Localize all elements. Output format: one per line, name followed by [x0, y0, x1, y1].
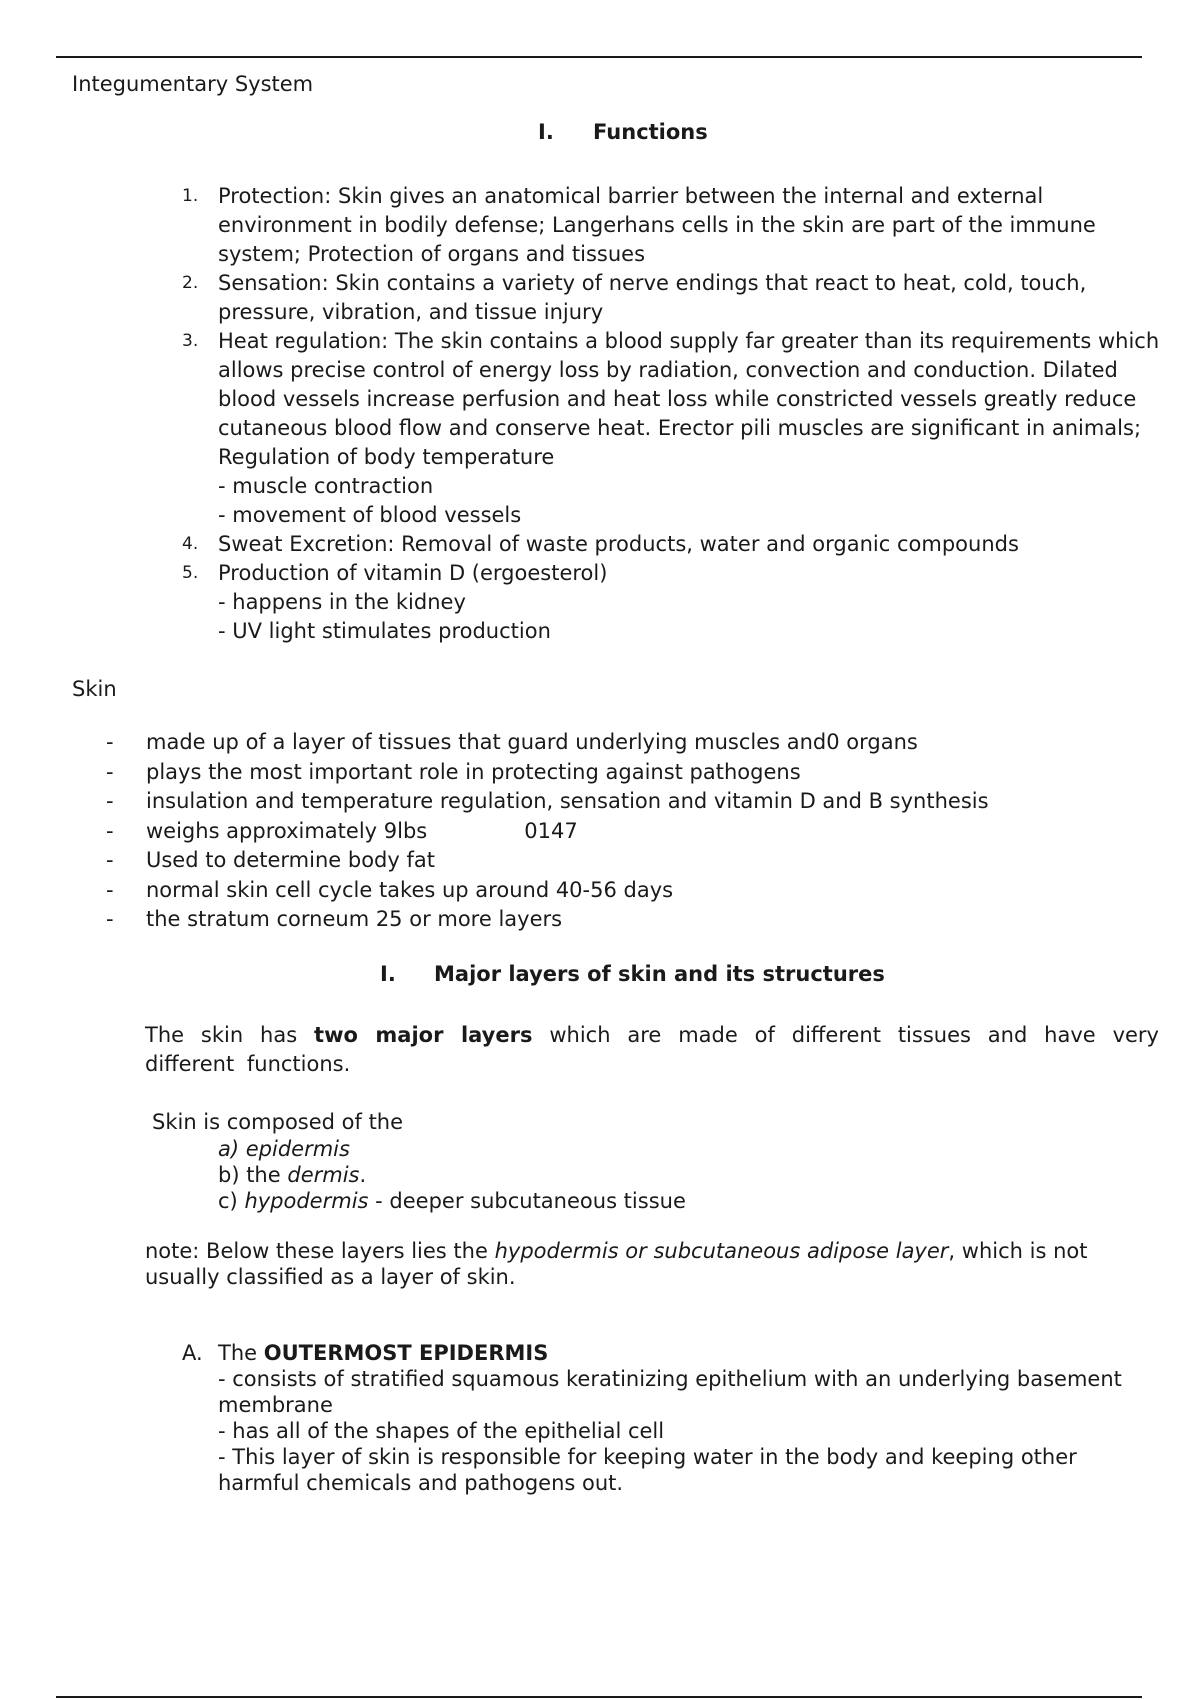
list-item-text: Used to determine body fat — [146, 848, 435, 872]
layer-text: b) the — [218, 1163, 281, 1187]
list-item-line: Production of vitamin D (ergoesterol) — [218, 561, 608, 585]
layer-text: c) — [218, 1189, 238, 1213]
list-item — [106, 876, 989, 906]
list-item-subpoint: - happens in the kidney — [218, 590, 466, 614]
list-item — [178, 530, 1178, 559]
dash-bullet: - — [106, 877, 114, 902]
list-marker: 2. — [182, 273, 199, 293]
layer-item-hypodermis — [218, 1188, 686, 1214]
list-item-text: Sweat Excretion: Removal of waste products, water and organic compounds — [218, 532, 1019, 556]
dash-bullet: - — [106, 789, 114, 813]
section-heading-functions — [538, 120, 708, 144]
section-number: I. — [538, 120, 554, 144]
heading-emphasis: OUTERMOST EPIDERMIS — [263, 1341, 549, 1365]
dash-bullet: - — [106, 759, 114, 784]
layer-text: - deeper subcutaneous tissue — [375, 1189, 686, 1213]
section-number: I. — [380, 962, 396, 986]
list-marker: 1. — [182, 186, 199, 206]
list-item — [178, 182, 1178, 269]
note-text: note: Below these layers lies the — [145, 1239, 488, 1263]
note-text: , which is not usually classified as a layer of skin. — [145, 1239, 1088, 1289]
intro-paragraph — [145, 1021, 1159, 1079]
heading-text: The — [218, 1341, 258, 1365]
dash-bullet: - — [106, 818, 114, 843]
bottom-rule — [56, 1696, 1142, 1698]
detail-line: - consists of stratified squamous keratinizing epithelium with an underlying basement membrane — [218, 1367, 1122, 1417]
list-marker: 5. — [182, 563, 199, 583]
list-item-subpoint: - movement of blood vessels — [218, 503, 522, 527]
epidermis-section — [182, 1340, 1162, 1496]
composition-intro: Skin is composed of the — [152, 1110, 404, 1134]
list-marker: 4. — [182, 534, 199, 554]
list-item — [106, 817, 989, 847]
list-item-text: Sensation: Skin contains a variety of nerve endings that react to heat, cold, touch, pressure, vibration, and tissue injury — [218, 271, 1087, 324]
list-item-subpoint: - muscle contraction — [218, 474, 434, 498]
list-item-line: Heat regulation: The skin contains a blood supply far greater than its requirements which allows precise control of energy loss by radiation, convection and conduction. Dilated blood vessels increase perfusion and heat loss while constricted vessels greatly reduce cutaneous blood flow and conserve heat. Erector pili muscles are significant in animals; Regulation of body temperature — [218, 329, 1160, 469]
dash-bullet: - — [106, 848, 114, 872]
layer-list — [218, 1136, 686, 1214]
layer-text: . — [359, 1163, 367, 1187]
list-item — [106, 846, 989, 876]
list-item-text: weighs approximately 9lbs — [146, 818, 428, 843]
list-item — [106, 787, 989, 817]
list-item-subpoint: - UV light stimulates production — [218, 619, 551, 643]
list-item-text — [218, 559, 1178, 646]
section-title: Functions — [593, 120, 708, 144]
layer-item-epidermis — [218, 1136, 686, 1162]
list-item-text: Protection: Skin gives an anatomical barrier between the internal and external environment in bodily defense; Langerhans cells in the skin are part of the immune system; Protection of organs and tissues — [218, 184, 1096, 266]
intro-text: The skin has — [145, 1023, 298, 1047]
section-heading-major-layers — [380, 962, 885, 986]
section-title: Major layers of skin and its structures — [434, 962, 885, 986]
list-item-text: insulation and temperature regulation, sensation and vitamin D and B synthesis — [146, 789, 989, 813]
functions-list — [178, 182, 1178, 646]
weight-code: 0147 — [524, 818, 578, 843]
list-item — [178, 559, 1178, 646]
list-item — [178, 327, 1178, 530]
skin-bullet-list — [106, 728, 989, 935]
top-rule — [56, 56, 1142, 58]
list-item — [106, 758, 989, 788]
epidermis-heading — [182, 1340, 1162, 1366]
list-marker: 3. — [182, 331, 199, 351]
list-item-text: plays the most important role in protecting against pathogens — [146, 759, 801, 784]
intro-text: which are made of different tissues and have very different functions. — [145, 1023, 1159, 1076]
list-item-text: made up of a layer of tissues that guard underlying muscles and0 organs — [146, 730, 918, 754]
list-item-text — [218, 327, 1178, 530]
layer-term: hypodermis — [244, 1189, 369, 1213]
detail-line: - This layer of skin is responsible for keeping water in the body and keeping other harmful chemicals and pathogens out. — [218, 1445, 1077, 1495]
list-item-text: the stratum corneum 25 or more layers — [146, 907, 563, 931]
intro-emphasis: two major layers — [314, 1023, 533, 1047]
note-term: hypodermis or subcutaneous adipose layer — [494, 1239, 949, 1263]
list-marker: A. — [182, 1341, 203, 1365]
layer-item-dermis — [218, 1162, 686, 1188]
document-title: Integumentary System — [72, 72, 314, 96]
layer-term: dermis — [287, 1163, 360, 1187]
list-item — [178, 269, 1178, 327]
list-item-text: normal skin cell cycle takes up around 40-56 days — [146, 877, 674, 902]
dash-bullet: - — [106, 907, 114, 931]
detail-line: - has all of the shapes of the epithelial cell — [218, 1419, 665, 1443]
note-paragraph — [145, 1238, 1159, 1290]
list-item — [106, 728, 989, 758]
skin-label: Skin — [72, 677, 117, 701]
list-item — [106, 905, 989, 935]
epidermis-details — [182, 1366, 1162, 1496]
layer-text: a) epidermis — [218, 1137, 350, 1161]
dash-bullet: - — [106, 730, 114, 754]
